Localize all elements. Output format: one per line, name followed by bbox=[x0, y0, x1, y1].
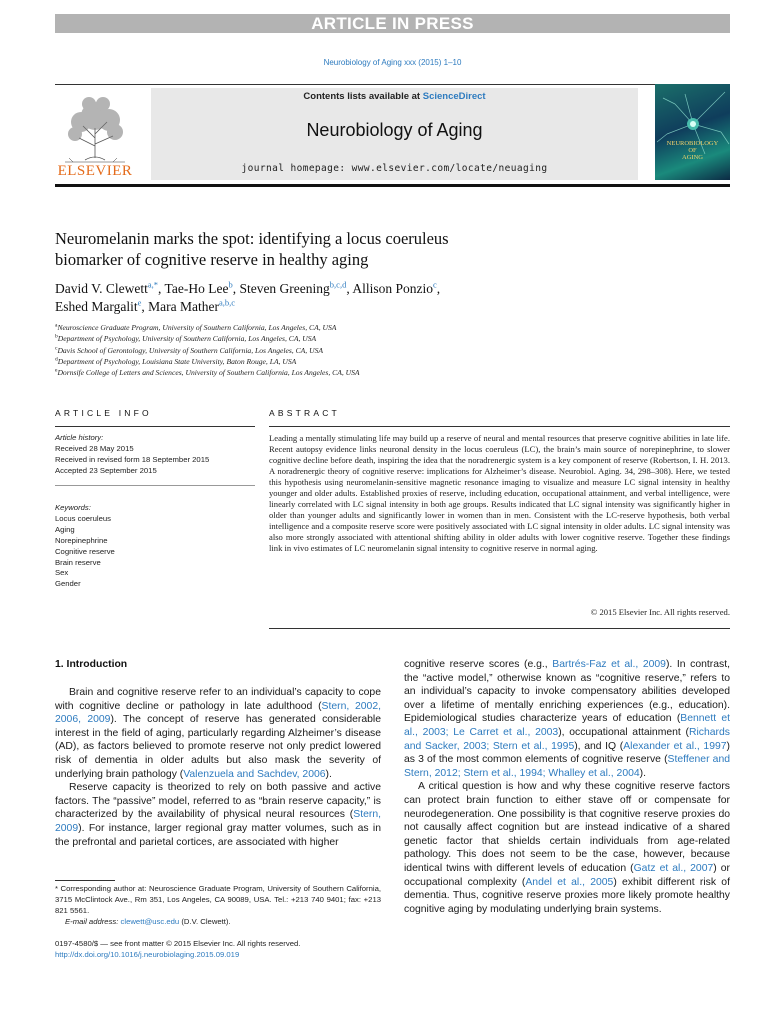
contents-available-line bbox=[151, 91, 638, 102]
citation-link[interactable]: Stern, 2002, 2006, 2009 bbox=[55, 700, 381, 726]
keywords-block bbox=[55, 503, 115, 590]
author-separator: , bbox=[158, 281, 165, 296]
affiliation-text: Department of Psychology, Louisiana State University, Baton Rouge, LA, USA bbox=[57, 356, 297, 366]
article-in-press-banner: ARTICLE IN PRESS bbox=[55, 14, 730, 33]
journal-cover-image[interactable] bbox=[655, 84, 730, 180]
keyword-item: Sex bbox=[55, 568, 69, 578]
author-affil-marker[interactable]: a,* bbox=[147, 279, 159, 290]
author-affil-marker[interactable]: b bbox=[228, 279, 233, 290]
neuron-cover-icon bbox=[655, 84, 730, 180]
citation-link[interactable]: Gatz et al., 2007 bbox=[633, 862, 714, 874]
contents-prefix: Contents lists available at bbox=[303, 91, 423, 102]
publisher-name[interactable]: ELSEVIER bbox=[57, 163, 133, 179]
revised-date: Received in revised form 18 September 2015 bbox=[55, 454, 210, 464]
keyword-item: Cognitive reserve bbox=[55, 546, 115, 556]
article-info-heading: ARTICLE INFO bbox=[55, 408, 152, 418]
corresponding-author-footnote bbox=[55, 884, 381, 928]
article-info-divider bbox=[55, 485, 255, 486]
affiliation-key: e bbox=[55, 367, 58, 374]
author-affil-marker[interactable]: a,b,c bbox=[218, 297, 236, 308]
affiliation-key: d bbox=[55, 356, 58, 363]
abstract-rule bbox=[269, 426, 730, 427]
body-right-column bbox=[404, 658, 730, 916]
author-name[interactable]: Steven Greening bbox=[239, 281, 330, 296]
abstract-copyright: © 2015 Elsevier Inc. All rights reserved. bbox=[590, 607, 730, 617]
affiliation-item bbox=[55, 322, 655, 333]
author-name[interactable]: Allison Ponzio bbox=[352, 281, 433, 296]
affiliation-key: c bbox=[55, 345, 58, 352]
abstract-text: Leading a mentally stimulating life may build up a reserve of neural and mental resources that preserve cognitive abilities in late life. Recent autopsy evidence links neuronal density in the locus coeruleus (LC), the brain’s main source of norepinephrine, to slower cognitive decline before death, inspiring the idea that the noradrenergic system is a key component of reserve (Robertson, I. H. 2013. A noradrenergic theory of cognitive reserve: implications for Alzheimer’s disease. Neurobiol. Aging. 34, 298–308). Here, we tested this hypothesis using neuromelanin-sensitive magnetic resonance imaging to visualize and measure LC signal intensity in healthy younger and older adults. Established proxies of reserve, including education, occupational attainment, and verbal intelligence, were linearly correlated with LC signal intensity in both age groups. Results indicated that LC signal intensity was significantly higher in older than younger adults and significantly lower in women than in men. Consistent with the LC-reserve hypothesis, both verbal intelligence and a composite reserve score were positively associated with LC signal intensity in older adults. LC signal intensity was also more strongly associated with attentional shifting ability in older adults with lower cognitive reserve. Together these findings link in vivo estimates of LC neuromelanin signal intensity to cognitive reserve in normal aging. bbox=[269, 433, 730, 553]
journal-citation-link[interactable]: Neurobiology of Aging xxx (2015) 1–10 bbox=[323, 58, 462, 67]
affiliation-list bbox=[55, 322, 655, 378]
author-list bbox=[55, 280, 615, 316]
author-name[interactable]: David V. Clewett bbox=[55, 281, 148, 296]
abstract-heading: ABSTRACT bbox=[269, 408, 340, 418]
keyword-item: Gender bbox=[55, 579, 81, 589]
citation-link[interactable]: Stern, 2009 bbox=[55, 809, 381, 834]
accepted-date: Accepted 23 September 2015 bbox=[55, 465, 157, 475]
citation-link[interactable]: Bartrés-Faz et al., 2009 bbox=[552, 659, 666, 670]
body-paragraph: A critical question is how and why these cognitive reserve factors can protect brain function to either stave off or compensate for neurodegeneration. One possibility is that cognitive reserve proxies do not causally affect cognition but are instead indicative of a shared genetic factor that shields certain individuals from age-related pathology. This does not seem to be the case, however, because identical twins with different levels of education (Gatz et al., 2007) or occupational complexity (Andel et al., 2005) exhibit different risk of dementia. Thus, cognitive reserve proxies more likely promote healthy cognitive aging by modulating underlying brain systems. bbox=[404, 781, 730, 915]
keyword-item: Brain reserve bbox=[55, 557, 101, 567]
article-title-line-1: Neuromelanin marks the spot: identifying a locus coeruleus bbox=[55, 229, 449, 248]
affiliation-item bbox=[55, 345, 655, 356]
journal-homepage[interactable]: journal homepage: www.elsevier.com/locate/neuaging bbox=[241, 163, 548, 174]
email-suffix: (D.V. Clewett). bbox=[179, 916, 231, 926]
affiliation-item bbox=[55, 333, 655, 344]
affiliation-key: b bbox=[55, 333, 58, 340]
affiliation-text: Davis School of Gerontology, University of Southern California, Los Angeles, CA, USA bbox=[57, 345, 324, 355]
affiliation-text: Dornsife College of Letters and Sciences, University of Southern California, Los Angeles, CA, USA bbox=[57, 368, 360, 378]
author-affil-marker[interactable]: b,c,d bbox=[329, 279, 347, 290]
citation-link[interactable]: Alexander et al., 1997 bbox=[623, 740, 727, 752]
affiliation-item bbox=[55, 356, 655, 367]
cover-text-of: OF bbox=[688, 147, 697, 154]
affiliation-key: a bbox=[55, 322, 58, 329]
author-affil-marker[interactable]: c bbox=[432, 279, 437, 290]
citation-link[interactable]: Steffener and Stern, 2012; Stern et al., 1994; Whalley et al., 2004 bbox=[404, 754, 730, 779]
author-separator: , bbox=[141, 299, 149, 314]
body-left-column bbox=[55, 686, 381, 849]
footnote-email-line bbox=[55, 917, 381, 928]
author-name[interactable]: Mara Mather bbox=[148, 299, 219, 314]
keyword-item: Locus coeruleus bbox=[55, 513, 111, 523]
affiliation-text: Department of Psychology, University of Southern California, Los Angeles, CA, USA bbox=[57, 334, 317, 344]
sciencedirect-link[interactable]: ScienceDirect bbox=[422, 91, 486, 102]
keyword-item: Norepinephrine bbox=[55, 535, 108, 545]
introduction-heading: 1. Introduction bbox=[55, 659, 128, 670]
author-separator: , bbox=[346, 281, 353, 296]
cover-text-neurobiology: NEUROBIOLOGY bbox=[666, 140, 719, 147]
citation-link[interactable]: Bennett et al., 2003; Le Carret et al., 2003 bbox=[404, 713, 730, 738]
article-history bbox=[55, 433, 209, 477]
received-date: Received 28 May 2015 bbox=[55, 443, 134, 453]
affiliation-item bbox=[55, 367, 655, 378]
footnote-text: * Corresponding author at: Neuroscience Graduate Program, University of Southern California, 3715 McClintock Ave., Rm 351, Los Angeles, CA 90089, USA. Tel.: +213 740 9401; fax: +213 821 5561. bbox=[55, 884, 381, 915]
issn-block bbox=[55, 938, 455, 960]
journal-title[interactable]: Neurobiology of Aging bbox=[306, 120, 483, 140]
article-info-rule bbox=[55, 426, 255, 427]
citation-link[interactable]: Andel et al., 2005 bbox=[525, 876, 614, 888]
author-separator: , bbox=[436, 281, 441, 296]
header-top-rule bbox=[55, 84, 730, 85]
abstract-bottom-rule bbox=[269, 628, 730, 629]
author-name[interactable]: Tae-Ho Lee bbox=[164, 281, 229, 296]
citation-link[interactable]: Valenzuela and Sachdev, 2006 bbox=[183, 768, 326, 780]
author-name[interactable]: Eshed Margalit bbox=[55, 299, 138, 314]
issn-line: 0197-4580/$ — see front matter © 2015 Elsevier Inc. All rights reserved. bbox=[55, 939, 301, 948]
body-paragraph: Reserve capacity is theorized to rely on both passive and active factors. The “passive” model, referred to as “brain reserve capacity,” is characterized by the availability of physical neural resources (Stern, 2009). For instance, larger regional gray matter volumes, such as in the prefrontal and parietal cortices, are associated with higher bbox=[55, 782, 381, 848]
cover-text-aging: AGING bbox=[682, 154, 703, 161]
keyword-item: Aging bbox=[55, 524, 75, 534]
doi-link[interactable]: http://dx.doi.org/10.1016/j.neurobiolaging.2015.09.019 bbox=[55, 950, 240, 959]
email-label: E-mail address: bbox=[65, 916, 121, 926]
history-label: Article history: bbox=[55, 433, 104, 442]
keywords-label: Keywords: bbox=[55, 503, 91, 512]
affiliation-text: Neuroscience Graduate Program, University of Southern California, Los Angeles, CA, USA bbox=[57, 323, 337, 332]
header-bottom-rule bbox=[55, 184, 730, 187]
author-separator: , bbox=[232, 281, 240, 296]
author-affil-marker[interactable]: e bbox=[137, 297, 142, 308]
citation-link[interactable]: Richards and Sacker, 2003; Stern et al., 1995 bbox=[404, 726, 730, 752]
article-title bbox=[55, 228, 615, 270]
cover-journal-name bbox=[655, 140, 730, 161]
footnote-rule bbox=[55, 880, 115, 881]
article-title-line-2: biomarker of cognitive reserve in healthy aging bbox=[55, 250, 369, 269]
body-paragraph: cognitive reserve scores (e.g., Bartrés-Faz et al., 2009). In contrast, the “active model,” otherwise known as “cognitive reserve,” refers to an individual’s capacity to invoke compensatory abilities developed over a lifetime of mentally enriching experiences (e.g., education). Epidemiological studies characterize years of education (Bennett et al., 2003; Le Carret et al., 2003), occupational attainment (Richards and Sacker, 2003; Stern et al., 1995), and IQ (Alexander et al., 1997) as 3 of the most common elements of cognitive reserve (Steffener and Stern, 2012; Stern et al., 1994; Whalley et al., 2004). bbox=[404, 659, 730, 779]
email-link[interactable]: clewett@usc.edu bbox=[120, 916, 180, 926]
body-paragraph: Brain and cognitive reserve refer to an individual’s capacity to cope with cognitive decline or pathology in late adulthood (Stern, 2002, 2006, 2009). The concept of reserve has generated considerable interest in the field of aging, particularly regarding Alzheimer’s disease (AD), as factors believed to promote reserve not only predict lowered risk of dementia in older adults but also mask the severity of underlying brain pathology (Valenzuela and Sachdev, 2006). bbox=[55, 687, 381, 780]
